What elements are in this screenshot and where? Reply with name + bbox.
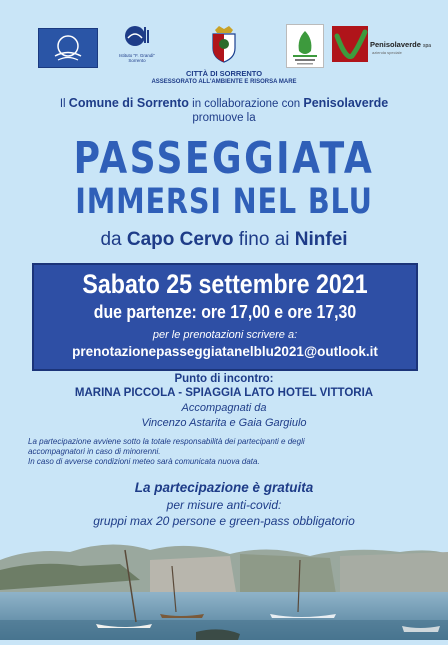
meeting-heading: Punto di incontro: [174,373,274,385]
city-header [0,69,448,87]
disclaimer-line3: In caso di avverse condizioni meteo sarà comunicata nuova data. [28,457,260,466]
istituto-logo [112,24,162,63]
penisolaverde-tag: spa [422,43,432,49]
event-band [32,263,418,371]
penisolaverde-logo [332,26,432,62]
crest-icon [207,24,241,64]
intro-partner: Penisolaverde [303,96,389,110]
booking-note: per le prenotazioni scrivere a: [152,329,298,341]
istituto-city: Sorrento [128,58,146,63]
istituto-emblem-icon [122,24,152,48]
intro-prefix: Il [59,98,69,110]
penisolaverde-mark-icon [332,26,368,62]
harbor-photo [0,530,448,640]
green-logo-icon [286,24,324,68]
route-to: Ninfei [294,229,348,250]
city-name: CITTÀ DI SORRENTO [185,69,263,78]
title-line1: PASSEGGIATA [73,133,375,184]
disclaimer [28,437,420,467]
free-participation: La partecipazione è gratuita [134,480,314,495]
route-to-prefix: fino ai [233,229,295,250]
guides-names: Vincenzo Astarita e Gaia Gargiulo [141,417,307,429]
booking-email-link[interactable]: prenotazionepasseggiatanelblu2021@outlook.it [72,344,378,359]
accompanied-label: Accompagnati da [181,402,267,414]
disclaimer-line1: La partecipazione avviene sotto la totale responsabilità dei partecipanti e degli [28,437,305,446]
anticovid-label: per misure anti-covid: [166,498,282,512]
intro-line2: promuove la [192,112,256,124]
intro-middle: in collaborazione con [188,98,304,110]
penisolaverde-sub: azienda speciale [372,50,402,55]
istituto-label: Istituto "F. Grandi" [119,53,155,58]
penisolaverde-name: Penisolaverde [370,40,421,49]
intro-text [0,96,448,125]
intro-comune: Comune di Sorrento [68,96,189,110]
blue-flag-icon [38,28,98,68]
title-line2: IMMERSI NEL BLU [75,182,373,222]
event-date: Sabato 25 settembre 2021 [82,269,368,299]
city-dept: ASSESSORATO ALL'AMBIENTE E RISORSA MARE [151,79,297,85]
meeting-place: MARINA PICCOLA - SPIAGGIA LATO HOTEL VITTORIA [74,387,374,399]
route-from-prefix: da [100,229,127,250]
logo-bar [0,22,448,72]
event-departures: due partenze: ore 17,00 e ore 17,30 [93,302,357,322]
disclaimer-line2: accompagnatori in caso di minorenni. [28,447,161,456]
group-rules: gruppi max 20 persone e green-pass obbligatorio [93,514,355,528]
route-from: Capo Cervo [126,229,234,250]
route-text [0,229,448,251]
